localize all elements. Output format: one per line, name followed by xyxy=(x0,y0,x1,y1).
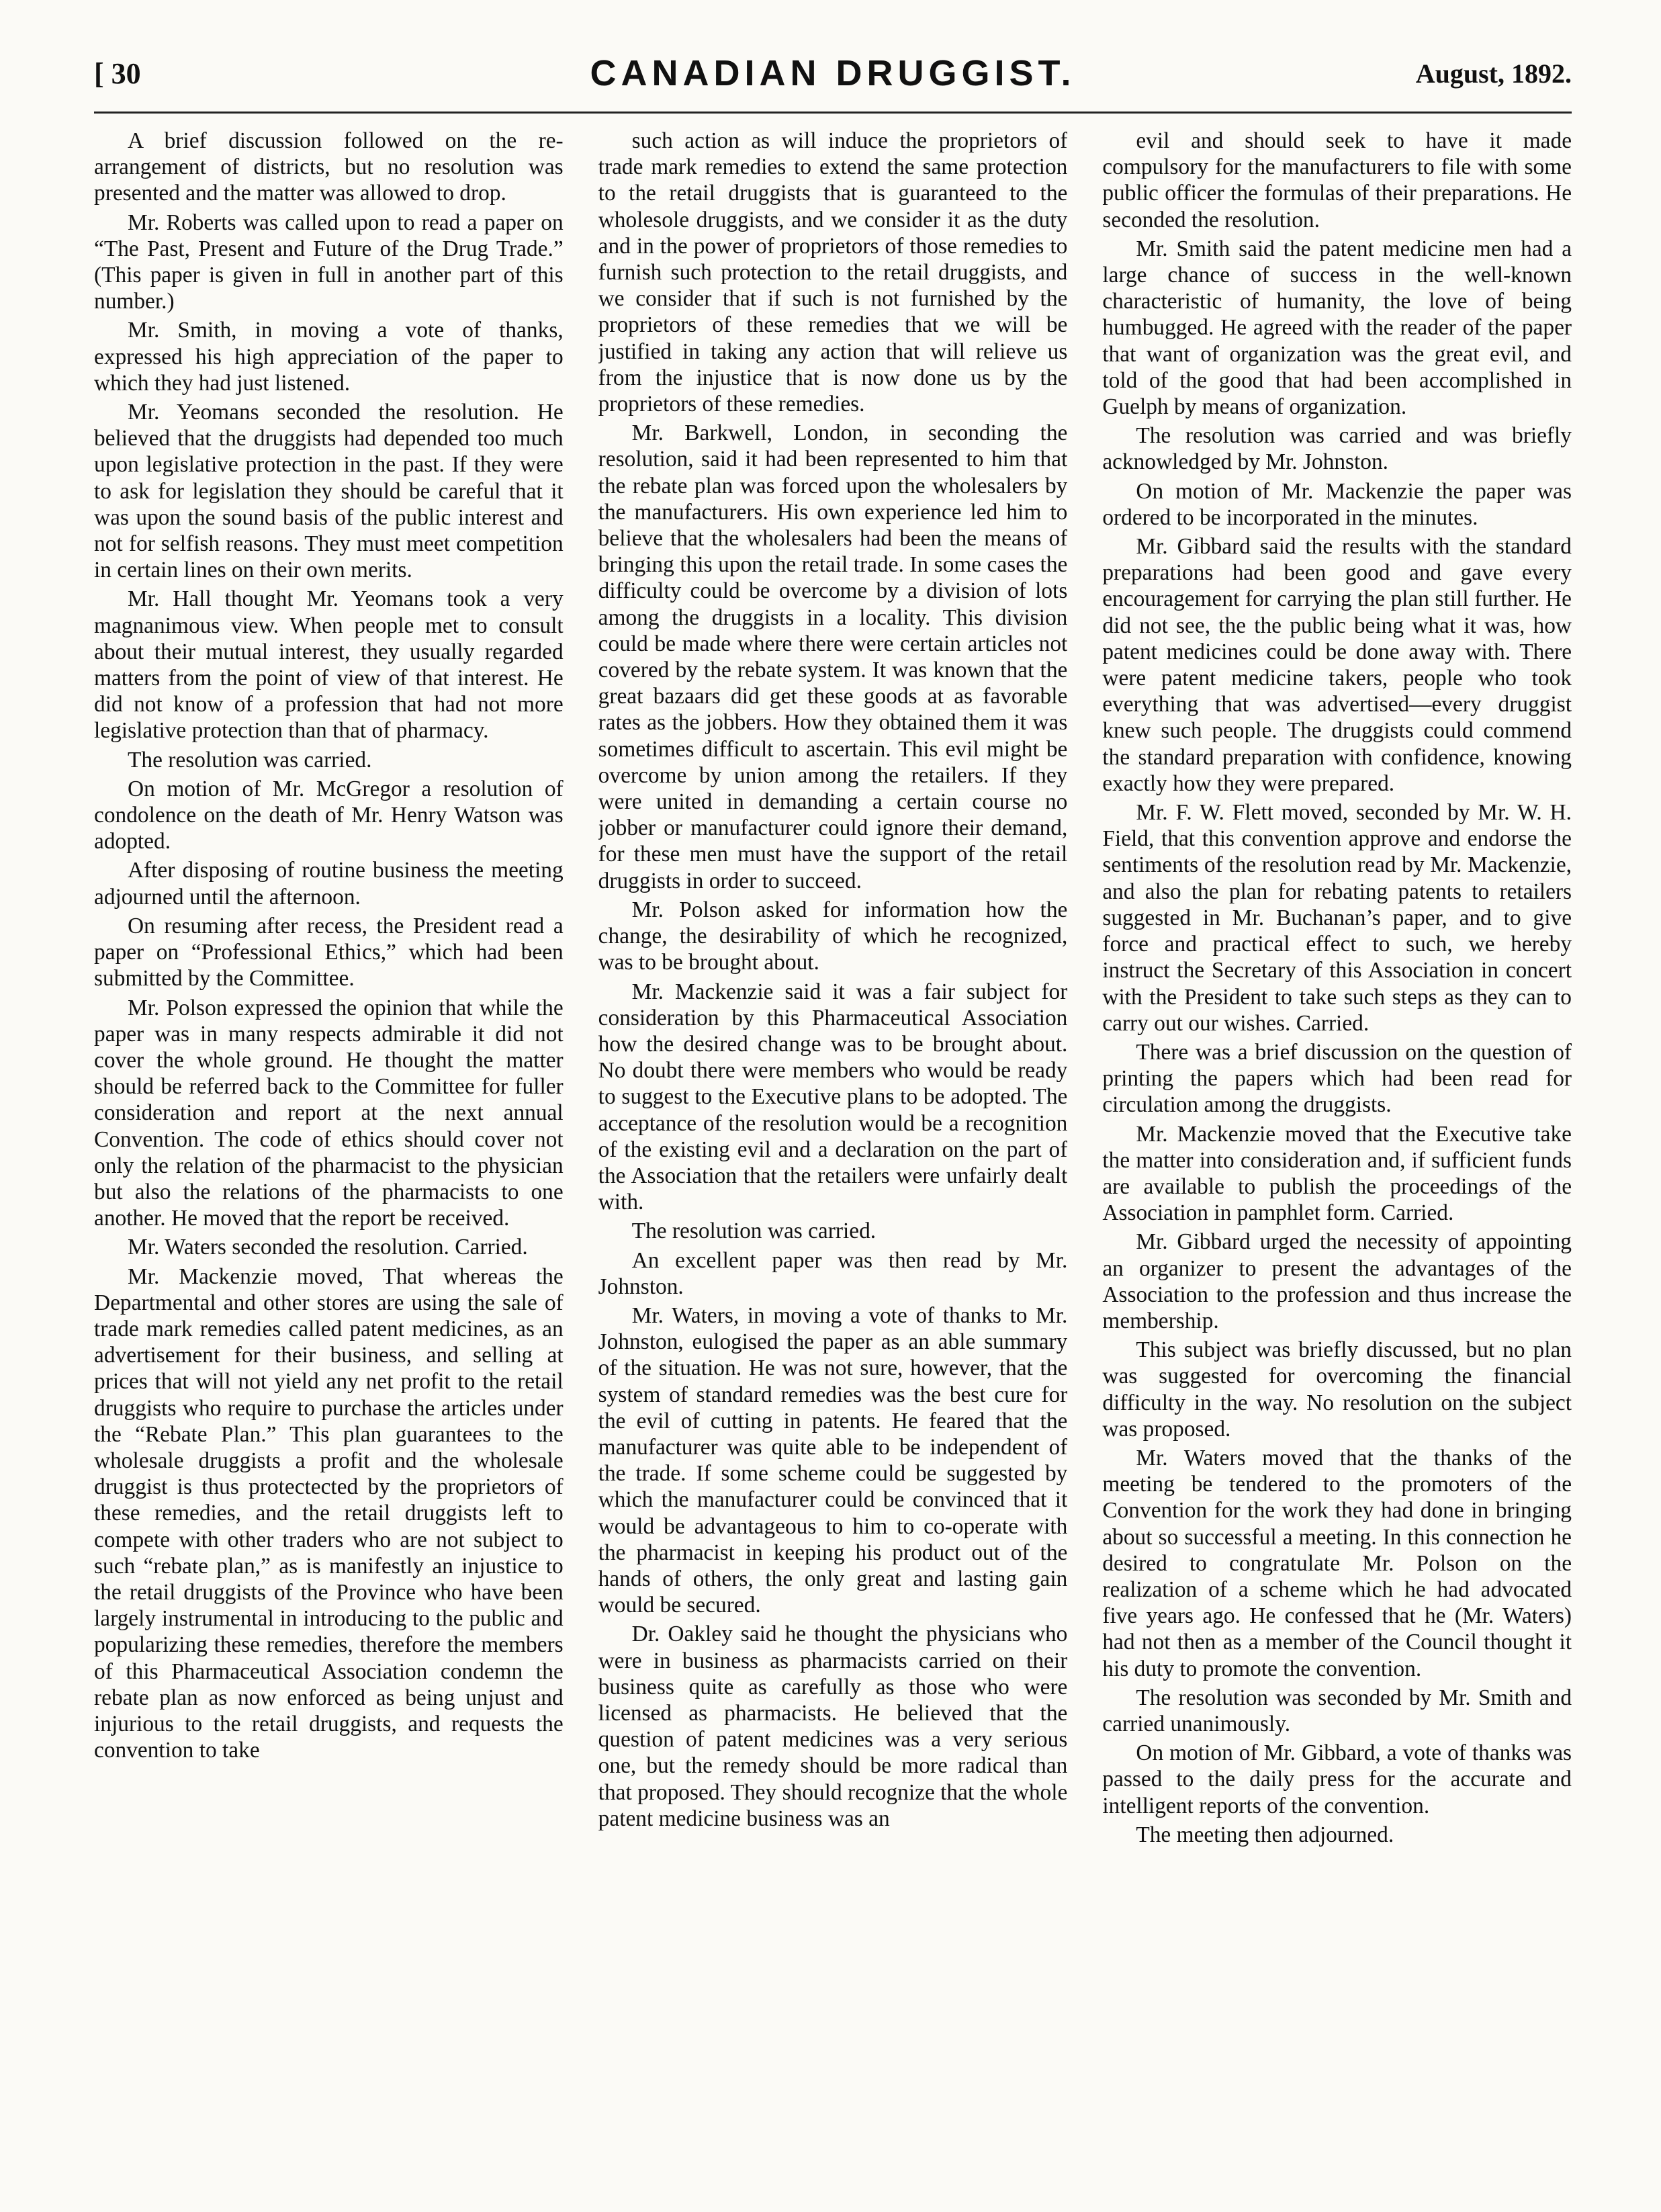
paragraph: such action as will induce the proprietors of trade mark remedies to extend the same protection to the retail druggists that is guaranteed to the wholesole druggists, and we consider it as the duty and in the power of proprietors of those remedies to furnish such protection to the retail druggists, and we consider that if such is not furnished by the proprietors of these remedies that we will be justified in taking any action that will relieve us from the injustice that is now done us by the proprietors of these remedies. xyxy=(598,128,1068,417)
paragraph: Mr. Polson expressed the opinion that while the paper was in many respects admirable it did not cover the whole ground. He thought the matter should be referred back to the Committee for fuller consideration and report at the next annual Convention. The code of ethics should cover not only the relation of the pharmacist to the physician but also the relations of the pharmacists to one another. He moved that the report be received. xyxy=(94,995,564,1231)
paragraph: Mr. Waters moved that the thanks of the meeting be tendered to the promoters of the Convention for the work they had done in bringing about so successful a meeting. In this connection he desired to congratulate Mr. Polson on the realization of a scheme which he had advocated five years ago. He confessed that he (Mr. Waters) had not then as a member of the Council thought it his duty to promote the convention. xyxy=(1102,1445,1572,1681)
paragraph: On motion of Mr. Gibbard, a vote of thanks was passed to the daily press for the accurate and intelligent reports of the convention. xyxy=(1102,1740,1572,1818)
paragraph: Mr. Waters, in moving a vote of thanks to Mr. Johnston, eulogised the paper as an able summary of the situation. He was not sure, however, that the system of standard remedies was the best cure for the evil of cutting in patents. He feared that the manufacturer was quite able to be independent of the trade. If some scheme could be suggested by which the manufacturer could be convinced that it would be advantageous to him to co-operate with the pharmacist in keeping his product out of the hands of others, the only great and lasting gain would be secured. xyxy=(598,1302,1068,1618)
paragraph: An excellent paper was then read by Mr. Johnston. xyxy=(598,1247,1068,1299)
paragraph: Mr. F. W. Flett moved, seconded by Mr. W. H. Field, that this convention approve and endorse the sentiments of the resolution read by Mr. Mackenzie, and also the plan for rebating patents to retailers suggested in Mr. Buchanan’s paper, and to give force and practical effect to such, we hereby instruct the Secretary of this Association in concert with the President to take such steps as they can to carry out our wishes. Carried. xyxy=(1102,800,1572,1036)
journal-title: CANADIAN DRUGGIST. xyxy=(590,53,1076,93)
paragraph: Mr. Waters seconded the resolution. Carried. xyxy=(128,1235,528,1260)
page-number: [ 30 xyxy=(94,57,141,90)
paragraph: Mr. Gibbard said the results with the standard preparations had been good and gave every encouragement for carrying the plan still further. He did not see, the the public being what it was, how patent medicines could be done away with. There were patent medicine takers, people who took everything that was advertised—every druggist knew such people. The druggists could commend the standard preparation with confidence, knowing exactly how they were prepared. xyxy=(1102,534,1572,796)
column-2 xyxy=(598,128,1068,2176)
header-rule xyxy=(94,112,1572,114)
column-3 xyxy=(1102,128,1572,2176)
article-body xyxy=(94,128,1572,2176)
paragraph: Mr. Barkwell, London, in seconding the resolution, said it had been represented to him that the rebate plan was forced upon the wholesalers by the manufacturers. His own experience led him to believe that the wholesalers had been the means of bringing this upon the retail trade. In some cases the difficulty could be overcome by a division of lots among the druggists in a locality. This division could be made where there were certain articles not covered by the rebate system. It was known that the great bazaars did get these goods at as favorable rates as the jobbers. How they obtained them it was sometimes difficult to ascertain. This evil might be overcome by union among the retailers. If they were united in demanding a certain course no jobber or manufacturer could ignore their demand, for these men must have the support of the retail druggists in order to succeed. xyxy=(598,421,1068,893)
paragraph: Mr. Mackenzie said it was a fair subject for consideration by this Pharmaceutical Association how the desired change was to be brought about. No doubt there were members who would be ready to suggest to the Executive plans to be adopted. The acceptance of the resolution would be a recognition of the existing evil and a declaration on the part of the Association that the retailers were unfairly dealt with. xyxy=(598,979,1068,1215)
paragraph: The resolution was carried. xyxy=(128,747,372,772)
paragraph: There was a brief discussion on the question of printing the papers which had been read for circulation among the druggists. xyxy=(1102,1039,1572,1118)
paragraph: Mr. Mackenzie moved that the Executive take the matter into consideration and, if sufficient funds are available to publish the proceedings of the Association in pamphlet form. Carried. xyxy=(1102,1121,1572,1226)
issue-date: August, 1892. xyxy=(1415,58,1572,89)
paragraph: Mr. Polson asked for information how the change, the desirability of which he recognized, was to be brought about. xyxy=(598,897,1068,975)
paragraph: Mr. Smith, in moving a vote of thanks, expressed his high appreciation of the paper to which they had just listened. xyxy=(94,318,564,396)
paragraph: Mr. Roberts was called upon to read a paper on “The Past, Present and Future of the Drug Trade.” (This paper is given in full in another part of this number.) xyxy=(94,210,564,314)
paragraph: On resuming after recess, the President read a paper on “Professional Ethics,” which had been submitted by the Committee. xyxy=(94,913,564,991)
paragraph: Mr. Hall thought Mr. Yeomans took a very magnanimous view. When people met to consult about their mutual interest, they usually regarded matters from the point of view of that interest. He did not know of a profession that had not more legislative protection than that of pharmacy. xyxy=(94,586,564,744)
paragraph: After disposing of routine business the meeting adjourned until the afternoon. xyxy=(94,858,564,910)
page-header xyxy=(94,53,1572,103)
paragraph: Mr. Gibbard urged the necessity of appointing an organizer to present the advantages of the Association to the profession and thus increase the membership. xyxy=(1102,1229,1572,1333)
column-1 xyxy=(94,128,564,2176)
paragraph: The meeting then adjourned. xyxy=(1136,1822,1394,1847)
paragraph: The resolution was carried and was briefly acknowledged by Mr. Johnston. xyxy=(1102,423,1572,475)
paragraph: The resolution was seconded by Mr. Smith and carried unanimously. xyxy=(1102,1685,1572,1736)
paragraph: On motion of Mr. Mackenzie the paper was ordered to be incorporated in the minutes. xyxy=(1102,478,1572,530)
paragraph: Mr. Smith said the patent medicine men had a large chance of success in the well-known characteristic of humanity, the love of being humbugged. He agreed with the reader of the paper that want of organization was the great evil, and told of the good that had been accomplished in Guelph by means of organization. xyxy=(1102,236,1572,420)
paragraph: evil and should seek to have it made compulsory for the manufacturers to file with some public officer the formulas of their preparations. He seconded the resolution. xyxy=(1102,128,1572,232)
paragraph: Mr. Mackenzie moved, That whereas the Departmental and other stores are using the sale of trade mark remedies called patent medicines, as an advertisement for their business, and selling at prices that will not yield any net profit to the retail druggists who require to purchase the articles under the “Rebate Plan.” This plan guarantees to the wholesale druggists a profit and the wholesale druggist is thus protectected by the proprietors of these remedies, and the retail druggists left to compete with other traders who are not subject to such “rebate plan,” as is manifestly an injustice to the retail druggists of the Province who have been largely instrumental in introducing to the public and popularizing these remedies, therefore the members of this Pharmaceutical Association condemn the rebate plan as now enforced as being unjust and injurious to the retail druggists, and requests the convention to take xyxy=(94,1264,564,1763)
paragraph: The resolution was carried. xyxy=(631,1219,877,1244)
paragraph: Dr. Oakley said he thought the physicians who were in business as pharmacists carried on their business quite as carefully as those who were licensed as pharmacists. He believed that the question of patent medicines was a very serious one, but the remedy should be more radical than that proposed. They should recognize that the whole patent medicine business was an xyxy=(598,1622,1068,1831)
paragraph: This subject was briefly discussed, but no plan was suggested for overcoming the financial difficulty in the way. No resolution on the subject was proposed. xyxy=(1102,1337,1572,1442)
paragraph: Mr. Yeomans seconded the resolution. He believed that the druggists had depended too much upon legislative protection in the past. If they were to ask for legislation they should be careful that it was upon the sound basis of the public interest and not for selfish reasons. They must meet competition in certain lines on their own merits. xyxy=(94,400,564,583)
paragraph: A brief discussion followed on the re-arrangement of districts, but no resolution was presented and the matter was allowed to drop. xyxy=(94,128,564,206)
paragraph: On motion of Mr. McGregor a resolution of condolence on the death of Mr. Henry Watson was adopted. xyxy=(94,776,564,854)
